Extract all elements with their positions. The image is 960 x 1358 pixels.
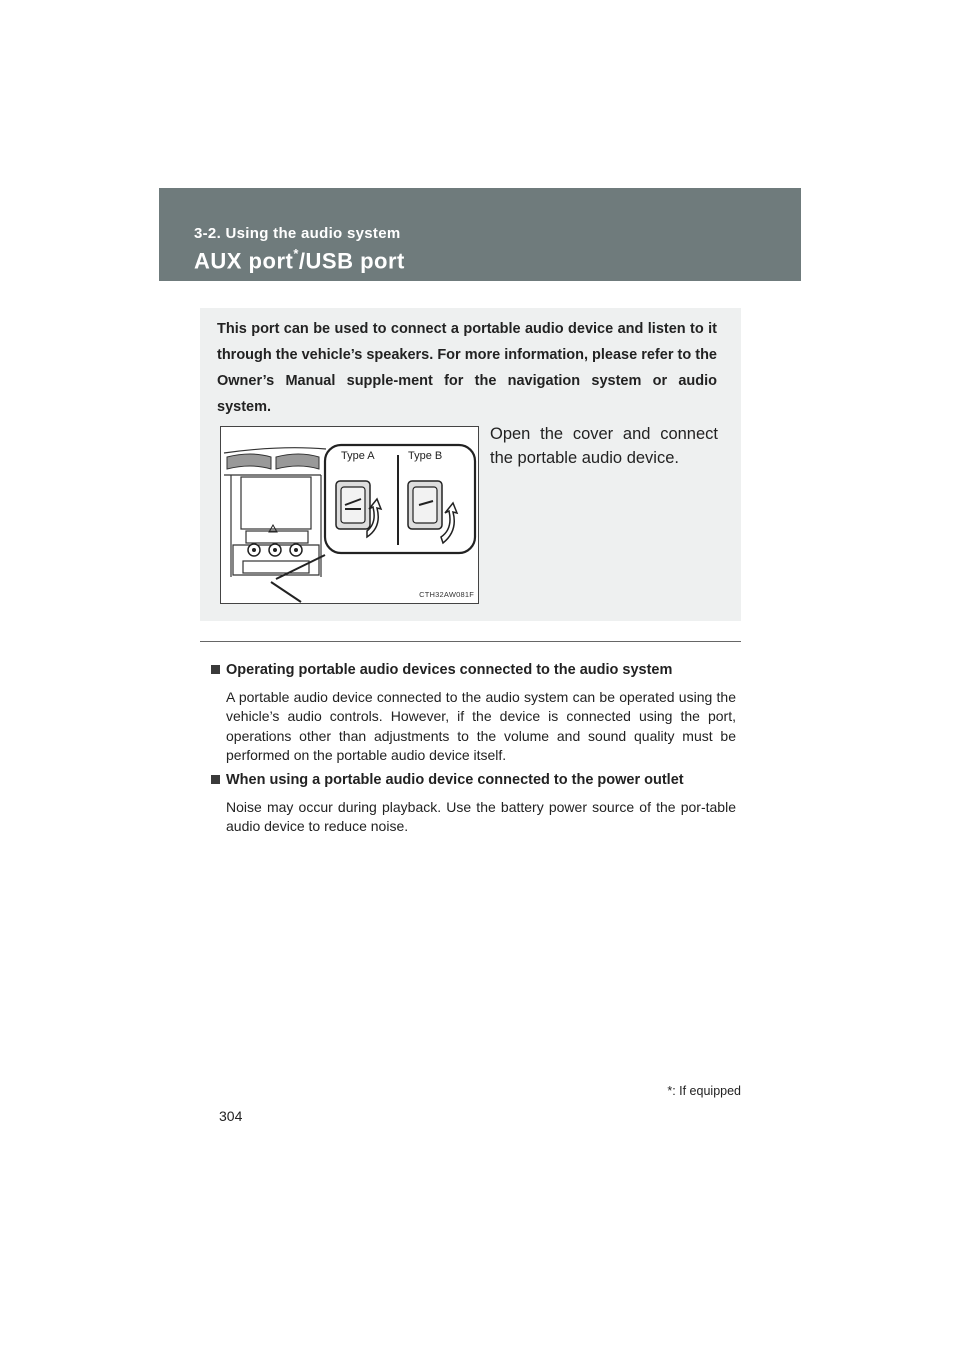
square-bullet-icon xyxy=(211,775,220,784)
page-title xyxy=(194,248,405,274)
note-heading-text: Operating portable audio devices connected to the audio system xyxy=(226,662,673,678)
equipped-mark: * xyxy=(293,246,299,261)
note-body-power-outlet: Noise may occur during playback. Use the battery power source of the por-table audio device to reduce noise. xyxy=(226,799,736,835)
page-title-suffix: /USB port xyxy=(298,248,405,274)
instruction-text: Open the cover and connect the portable audio device. xyxy=(490,425,718,467)
intro-text: This port can be used to connect a portable audio device and listen to it through the vehicle’s speakers. For more information, please refer to the Owner’s Manual supple-ment for the navigation system or audio system. xyxy=(217,321,717,415)
type-a-label: Type A xyxy=(341,450,375,462)
page-number: 304 xyxy=(219,1108,243,1124)
figure-code: CTH32AW081F xyxy=(419,590,474,599)
section-divider xyxy=(200,641,741,642)
note-heading-text: When using a portable audio device connected to the power outlet xyxy=(226,772,684,788)
section-label: 3-2. Using the audio system xyxy=(194,225,401,242)
page-title-main: AUX port xyxy=(194,248,294,274)
square-bullet-icon xyxy=(211,665,220,674)
equipped-footnote: *: If equipped xyxy=(667,1084,741,1098)
note-heading-operating xyxy=(211,662,672,678)
header-band xyxy=(159,188,801,281)
note-body-operating: A portable audio device connected to the audio system can be operated using the vehicle’s audio controls. However, if the device is connected using the port, operations other than adjustments to the volume and sound quality must be performed on the portable audio device itself. xyxy=(226,689,736,763)
type-b-label: Type B xyxy=(408,450,443,462)
note-heading-power-outlet xyxy=(211,772,684,788)
port-illustration xyxy=(220,426,479,604)
intro-box xyxy=(200,308,741,621)
